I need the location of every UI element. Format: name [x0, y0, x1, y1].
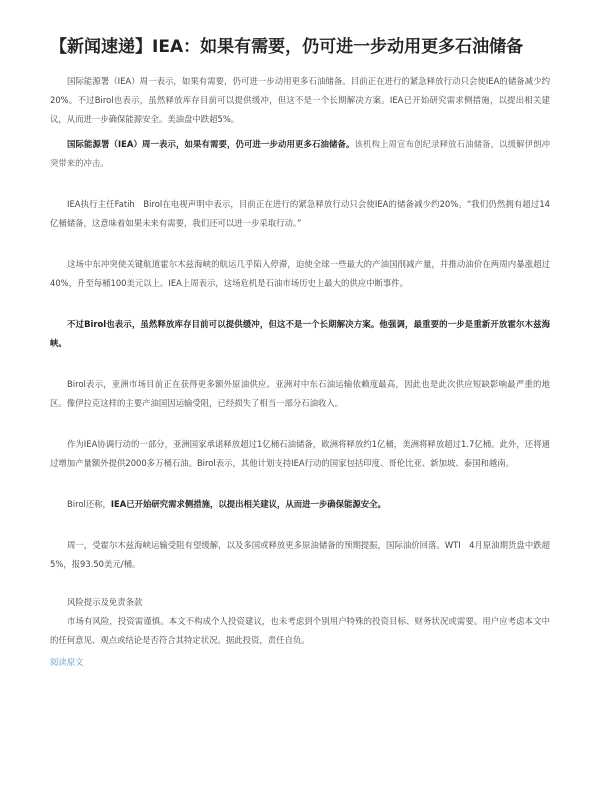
paragraph-hormuz-disruption: 这场中东冲突使关键航道霍尔木兹海峡的航运几乎陷入停滞，迫使全球一些最大的产油国削减产量，并推动油价在两周内暴涨超过40%，升至每桶100美元以上。IEA上周表示，这场危机是石油市场历史上最大的供应中断事件。 [50, 259, 550, 288]
disclaimer-title: 风险提示及免责条款 [67, 597, 143, 607]
paragraph-lead [50, 135, 550, 173]
lead-bold-text: 国际能源署（IEA）周一表示，如果有需要，仍可进一步动用更多石油储备。 [67, 139, 355, 149]
paragraph-not-long-term: 不过Birol也表示，虽然释放库存目前可以提供缓冲，但这不是一个长期解决方案。他强调，最重要的一步是重新开放霍尔木兹海峡。 [50, 319, 550, 348]
paragraph-birol-statement: IEA执行主任Fatih Birol在电视声明中表示，目前正在进行的紧急释放行动只会使IEA的储备减少约20%。“我们仍然拥有超过14亿桶储备，这意味着如果未来有需要，我们还可以进一步采取行动。” [50, 199, 550, 228]
demand-lead-text: Birol还称， [67, 499, 111, 509]
demand-bold-text: IEA已开始研究需求侧措施，以提出相关建议，从而进一步确保能源安全。 [110, 499, 386, 509]
paragraph-demand-measures [50, 495, 550, 514]
paragraph-summary: 国际能源署（IEA）周一表示，如果有需要，仍可进一步动用更多石油储备。目前正在进行的紧急释放行动只会使IEA的储备减少约20%。不过Birol也表示，虽然释放库存目前可以提供缓冲，但这不是一个长期解决方案。IEA已开始研究需求侧措施，以提出相关建议，从而进一步确保能源安全。美油盘中跌超5%。 [50, 76, 550, 124]
paragraph-asia-supply: Birol表示，亚洲市场目前正在获得更多额外原油供应。亚洲对中东石油运输依赖度最高，因此也是此次供应短缺影响最严重的地区。像伊拉克这样的主要产油国因运输受阻，已经损失了相当一部分石油收入。 [50, 379, 550, 408]
read-original-link[interactable]: 阅读原文 [50, 657, 84, 667]
paragraph-oil-prices: 周一，受霍尔木兹海峡运输受阻有望缓解，以及多国或释放更多原油储备的预期提振，国际油价回落。WTI 4月原油期货盘中跌超5%，报93.50美元/桶。 [50, 540, 550, 569]
disclaimer-text: 市场有风险，投资需谨慎。本文不构成个人投资建议，也未考虑到个别用户特殊的投资目标、财务状况或需要。用户应考虑本文中的任何意见、观点或结论是否符合其特定状况。据此投资，责任自负。 [50, 616, 550, 645]
paragraph-coordinated-release: 作为IEA协调行动的一部分，亚洲国家承诺释放超过1亿桶石油储备，欧洲将释放约1亿桶，美洲将释放超过1.7亿桶。此外，还将通过增加产量额外提供2000多万桶石油。Birol表示，其他计划支持IEA行动的国家包括印度、哥伦比亚、新加坡、泰国和越南。 [50, 439, 550, 468]
article-headline: 【新闻速递】IEA：如果有需要，仍可进一步动用更多石油储备 [50, 37, 524, 57]
lead-rest-text: 该机构上周宣布创纪录释放石油储备，以缓解伊朗冲突带来的冲击。 [50, 139, 550, 168]
